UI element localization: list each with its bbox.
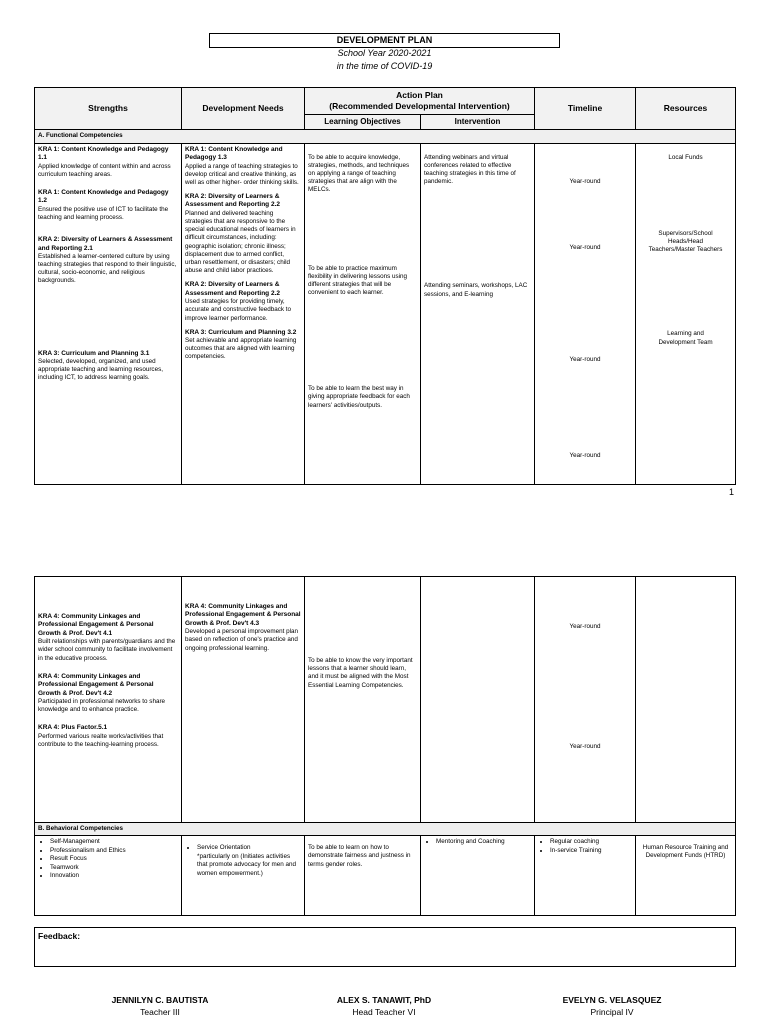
strength-body: Performed various realte works/activities that contribute to the teaching-learning process. [38,732,164,749]
header-action-plan [305,88,535,115]
list-item: • Result Focus [50,855,178,864]
header-timeline: Timeline [535,88,636,130]
list-item: • In-service Training [550,847,632,856]
need-body: Set achievable and appropriate learning outcomes that are aligned with learning competencies. [185,337,297,361]
strength-title: KRA 4: Community Linkages and Professional Engagement & Personal Growth & Prof. Dev't 4.1 [38,613,154,637]
objective-text: To be able to know the very important lessons that a learner should learn, and it must be aligned with the Most Essential Learning Competencies. [308,657,413,689]
strength-title: KRA 1: Content Knowledge and Pedagogy 1.2 [38,188,169,205]
timeline-cell-b [535,836,636,916]
list-item [197,844,301,878]
section-b-label: B. Behavioral Competencies [35,823,736,836]
behavioral-timeline-list [538,838,632,855]
strength-body: Established a learner-centered culture by using teaching strategies that respond to their linguistic, cultural, socio-economic, and religious backgrounds. [38,252,177,285]
header-learning-objectives: Learning Objectives [305,115,421,130]
development-plan-table-page2 [34,576,736,916]
timeline-cell-a [535,143,636,484]
strength-title: KRA 1: Content Knowledge and Pedagogy 1.1 [38,145,169,162]
list-item: • Professionalism and Ethics [50,847,178,856]
signatory-name: EVELYN G. VELASQUEZ [562,995,662,1005]
resources-cell-a [636,143,736,484]
need-body: Planned and delivered teaching strategies that are responsive to the special educational needs of learners in difficult circumstances, including: geographic isolation; chronic illness; displacement due to armed conflict, urban resettlement, or disasters; child abuse and child labor practices. [185,209,296,275]
need-title: KRA 3: Curriculum and Planning 3.2 [185,328,297,336]
needs-cell-p2 [182,577,305,823]
header-intervention: Intervention [421,115,535,130]
interventions-cell-a [421,143,535,484]
strength-body: Applied knowledge of content within and across curriculum teaching areas. [38,162,171,178]
behavioral-strengths-list [38,838,178,881]
objectives-cell-a [305,143,421,484]
list-item: • Teamwork [50,864,178,873]
need-title: KRA 2: Diversity of Learners & Assessment and Reporting 2.2 [185,193,280,209]
strengths-cell-a [35,143,182,484]
timeline-text: Year-round [569,623,601,630]
signatory-name: ALEX S. TANAWIT, PhD [336,995,432,1005]
resources-cell-b [636,836,736,916]
strength-body: Selected, developed, organized, and used appropriate teaching and learning resources, including ICT, to address learning goals. [38,358,163,382]
action-plan-sub: (Recommended Developmental Intervention) [329,101,510,112]
header-strengths: Strengths [35,88,182,130]
behavioral-intervention-list [424,838,531,847]
timeline-text: Year-round [569,452,601,460]
list-item: • Mentoring and Coaching [436,838,531,847]
need-title: KRA 4: Community Linkages and Professional Engagement & Personal Growth & Prof. Dev't 4.3 [185,603,301,627]
header-development-needs: Development Needs [182,88,305,130]
list-item: • Innovation [50,872,178,881]
interventions-cell-b [421,836,535,916]
page-number: 1 [728,487,734,497]
needs-cell-b [182,836,305,916]
list-item: • Self-Management [50,838,178,847]
objectives-cell-b [305,836,421,916]
strength-body: Participated in professional networks to share knowledge and to enhance practice. [38,698,166,714]
resource-text: Local Funds [668,153,703,161]
school-year: School Year 2020-2021 [337,48,432,58]
feedback-label: Feedback: [38,931,81,941]
document-title: DEVELOPMENT PLAN [209,33,560,48]
need-body: *particularly on (Initiates activities that promote advocacy for men and women empowerment.) [197,852,297,877]
objective-text: To be able to learn on how to demonstrate fairness and justness in terms gender roles. [308,844,411,868]
need-title: KRA 2: Diversity of Learners & Assessment and Reporting 2.2 [185,281,280,297]
strengths-cell-p2 [35,577,182,823]
strength-title: KRA 4: Plus Factor.5.1 [38,724,108,732]
need-body: Developed a personal improvement plan based on reflection of one's practice and ongoing professional learning. [185,628,299,652]
needs-cell-a [182,143,305,484]
feedback-box[interactable] [34,927,736,967]
objective-text: To be able to acquire knowledge, strategies, methods, and techniques on applying a range of teaching strategies that are align with the MELCs. [308,153,410,194]
intervention-text: Attending webinars and virtual conferences related to effective teaching strategies in this time of pandemic. [424,153,516,186]
objective-text: To be able to learn the best way in giving appropriate feedback for each learners' activities/outputs. [308,385,410,409]
need-title: • Service Orientation [197,844,251,852]
strength-body: Ensured the positive use of ICT to facilitate the teaching and learning process. [38,205,169,221]
action-plan-label: Action Plan [396,90,443,100]
strength-title: KRA 3: Curriculum and Planning 3.1 [38,349,150,357]
signatory-role: Head Teacher VI [352,1007,416,1017]
need-body: Used strategies for providing timely, accurate and constructive feedback to improve learner performance. [185,298,292,322]
behavioral-needs-list [185,844,301,878]
objectives-cell-p2 [305,577,421,823]
signatory-principal [512,995,712,1017]
strength-body: Built relationships with parents/guardians and the wider school community to facilitate involvement in the educative process. [38,638,176,662]
signatory-role: Teacher III [140,1007,180,1017]
context-line: in the time of COVID-19 [336,61,433,71]
intervention-text: Attending seminars, workshops, LAC sessions, and E-learning [424,282,528,298]
timeline-text: Year-round [569,743,601,751]
list-item: • Regular coaching [550,838,632,847]
timeline-text: Year-round [569,356,601,363]
resource-text: Supervisors/School Heads/Head Teachers/Master Teachers [648,229,723,254]
resource-text: Human Resource Training and Development Funds (HTRD) [642,844,729,860]
strength-title: KRA 2: Diversity of Learners & Assessment and Reporting 2.1 [38,236,173,252]
section-a-label: A. Functional Competencies [35,130,736,143]
timeline-text: Year-round [569,177,601,185]
interventions-cell-p2 [421,577,535,823]
need-body: Applied a range of teaching strategies to develop critical and creative thinking, as well as other higher- order thinking skills. [185,162,299,186]
header-resources: Resources [636,88,736,130]
development-plan-table-page1 [34,87,736,485]
resource-text: Learning and Development Team [658,330,713,346]
signatory-role: Principal IV [590,1007,634,1017]
strengths-cell-b [35,836,182,916]
signatory-name: JENNILYN C. BAUTISTA [111,995,209,1005]
timeline-cell-p2 [535,577,636,823]
strength-title: KRA 4: Community Linkages and Professional Engagement & Personal Growth & Prof. Dev't 4.2 [38,672,154,697]
timeline-text: Year-round [569,243,601,251]
resources-cell-p2 [636,577,736,823]
signatory-teacher [60,995,260,1017]
objective-text: To be able to practice maximum flexibility in delivering lessons using different strategies that will be convenient to each learner. [308,264,408,297]
need-title: KRA 1: Content Knowledge and Pedagogy 1.3 [185,145,283,162]
signatory-head-teacher [284,995,484,1017]
